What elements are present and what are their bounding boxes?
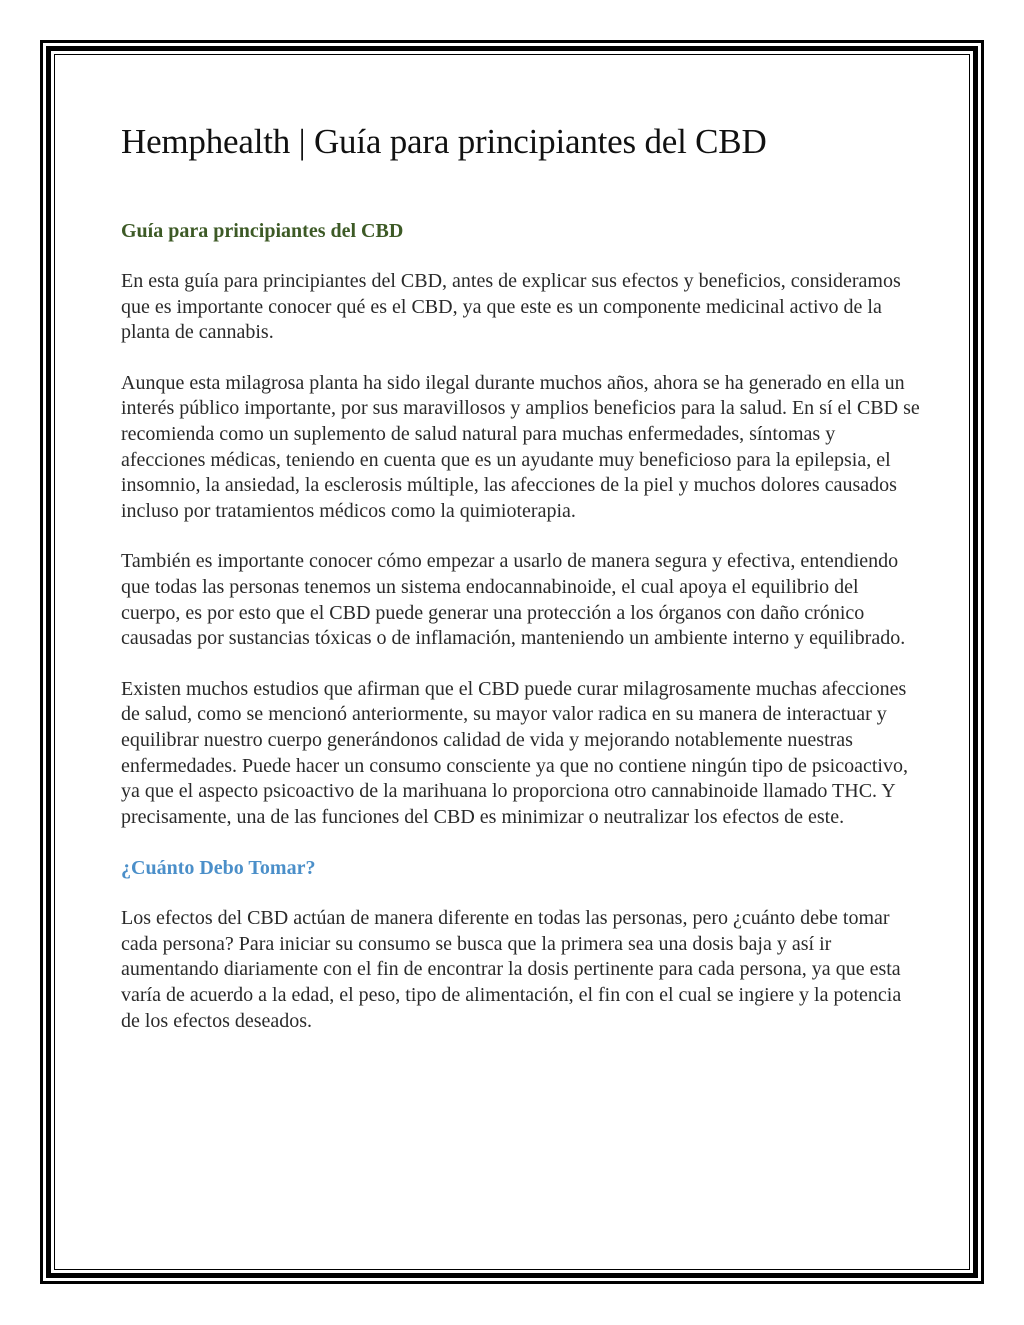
document-body: [121, 118, 921, 1034]
paragraph-studies: Existen muchos estudios que afirman que el CBD puede curar milagrosamente muchas afecciones de salud, como se mencionó anteriormente, su mayor valor radica en su manera de interactuar y equilibrar nuestro cuerpo generándonos calidad de vida y mejorando notablemente nuestras enfermedades. Puede hacer un consumo consciente ya que no contiene ningún tipo de psicoactivo, ya que el aspecto psicoactivo de la marihuana lo proporciona otro cannabinoide llamado THC. Y precisamente, una de las funciones del CBD es minimizar o neutralizar los efectos de este.: [121, 677, 908, 828]
spacer: [121, 830, 921, 855]
paragraph-dosage: Los efectos del CBD actúan de manera diferente en todas las personas, pero ¿cuánto debe tomar cada persona? Para iniciar su consumo se busca que la primera sea una dosis baja y así ir aumentando diariamente con el fin de encontrar la dosis pertinente para cada persona, ya que esta varía de acuerdo a la edad, el peso, tipo de alimentación, el fin con el cual se ingiere y la potencia de los efectos deseados.: [121, 907, 902, 1032]
paragraph-benefits: Aunque esta milagrosa planta ha sido ilegal durante muchos años, ahora se ha generado en ella un interés público importante, por sus maravillosos y amplios beneficios para la salud. En sí el CBD se recomienda como un suplemento de salud natural para muchas enfermedades, síntomas y afecciones médicas, teniendo en cuenta que es un ayudante muy beneficioso para la epilepsia, el insomnio, la ansiedad, la esclerosis múltiple, las afecciones de la piel y muchos dolores causados incluso por tratamientos médicos como la quimioterapia.: [121, 371, 920, 522]
document-title: Hemphealth | Guía para principiantes del CBD: [121, 122, 767, 161]
spacer: [121, 881, 921, 906]
section-heading-guide: Guía para principiantes del CBD: [121, 220, 404, 242]
section-heading-dosage: ¿Cuánto Debo Tomar?: [121, 857, 316, 880]
paragraph-intro: En esta guía para principiantes del CBD, antes de explicar sus efectos y beneficios, consideramos que es importante conocer qué es el CBD, ya que este es un componente medicinal activo de la planta de cannabis.: [121, 270, 901, 344]
spacer: [121, 244, 921, 269]
spacer: [121, 346, 921, 371]
spacer: [121, 524, 921, 549]
spacer: [121, 652, 921, 677]
paragraph-safe-use: También es importante conocer cómo empezar a usarlo de manera segura y efectiva, entendiendo que todas las personas tenemos un sistema endocannabinoide, el cual apoya el equilibrio del cuerpo, es por esto que el CBD puede generar una protección a los órganos con daño crónico causadas por sustancias tóxicas o de inflamación, manteniendo un ambiente interno y equilibrado.: [121, 550, 906, 650]
